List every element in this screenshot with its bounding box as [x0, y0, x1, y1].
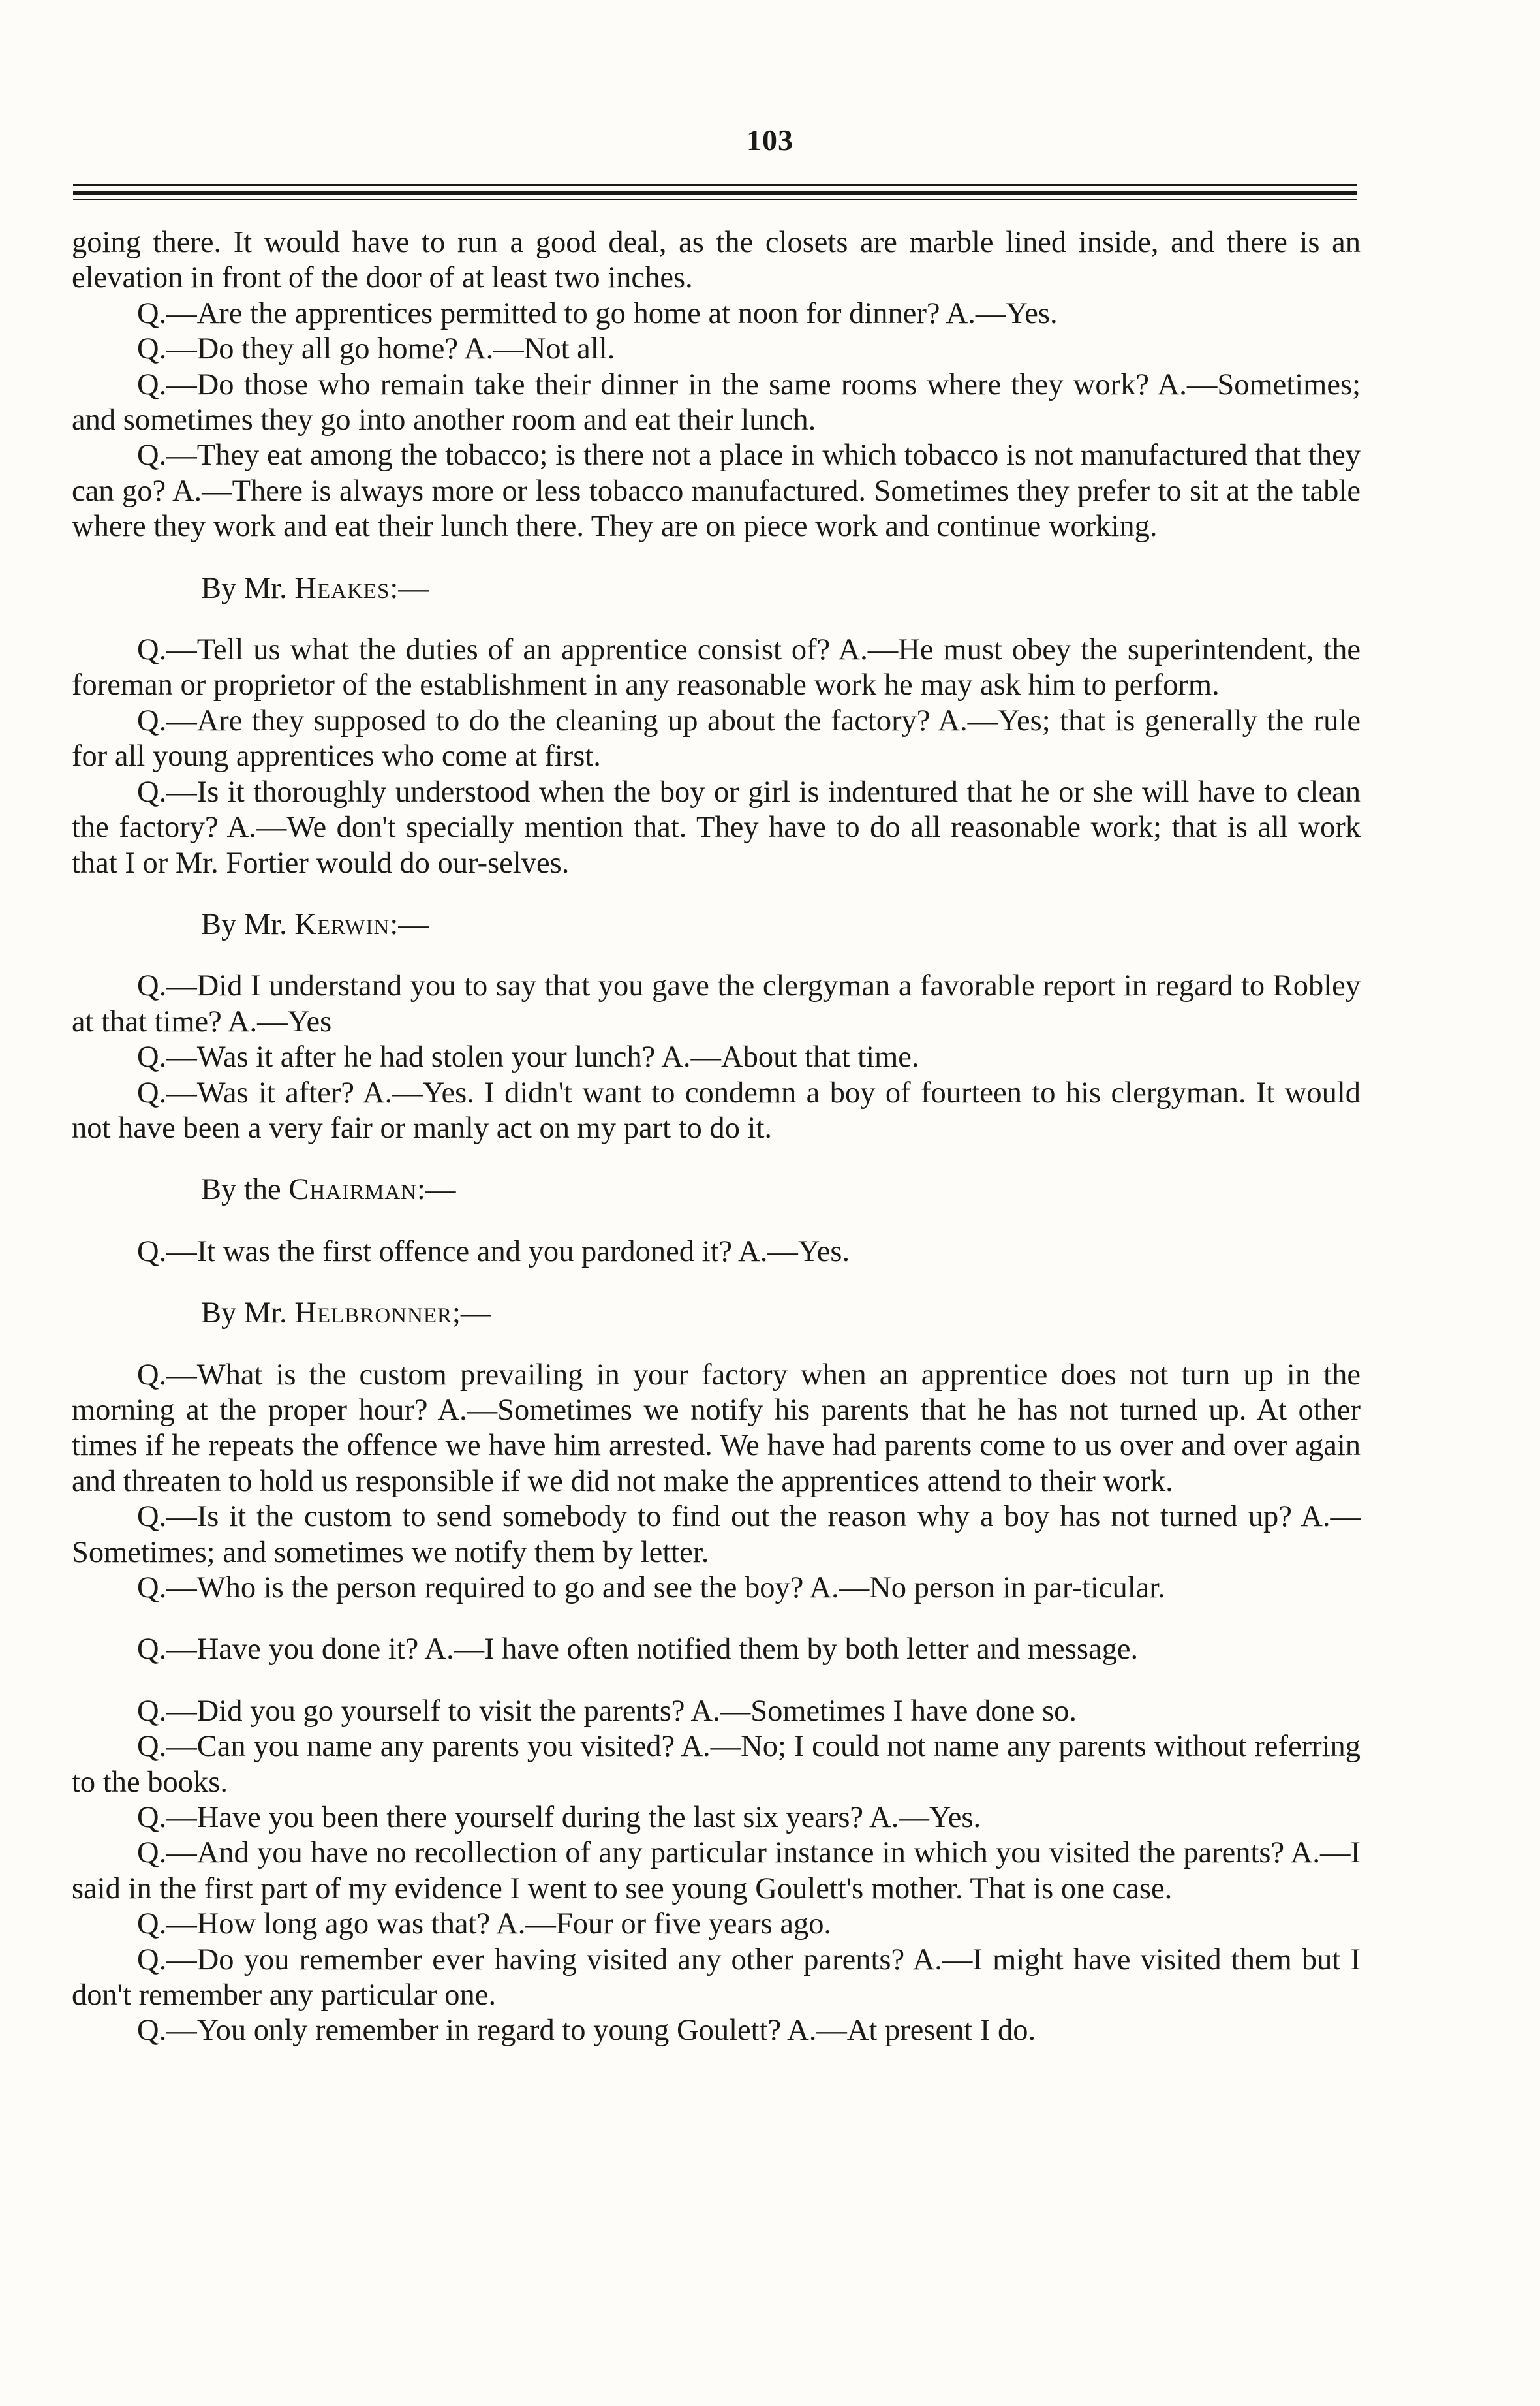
speaker-name: Kerwin	[294, 907, 390, 941]
body-text	[72, 225, 1361, 2049]
paragraph: Q.—Is it the custom to send somebody to find out the reason why a boy has not turned up? A.—Sometimes; and sometimes we notify them by letter.	[72, 1500, 1361, 1569]
header-rule	[73, 191, 1357, 195]
speaker-suffix: :—	[417, 1173, 456, 1207]
paragraph: Q.—Do they all go home? A.—Not all.	[137, 332, 615, 366]
paragraph: Q.—Are they supposed to do the cleaning up about the factory? A.—Yes; that is generally the rule for all young apprentices who come at first.	[72, 704, 1361, 773]
header-rule	[73, 184, 1357, 186]
speaker-heading	[72, 1172, 1361, 1208]
paragraph: Q.—It was the first offence and you pardoned it? A.—Yes.	[137, 1234, 850, 1268]
paragraph: Q.—Was it after? A.—Yes. I didn't want to condemn a boy of fourteen to his clergyman. It would not have been a very fair or manly act on my part to do it.	[72, 1076, 1361, 1145]
paragraph: Q.—Was it after he had stolen your lunch? A.—About that time.	[137, 1040, 919, 1074]
paragraph: Q.—Do you remember ever having visited any other parents? A.—I might have visited them but I don't remember any particular one.	[72, 1943, 1361, 2012]
paragraph: Q.—Did you go yourself to visit the parents? A.—Sometimes I have done so.	[137, 1694, 1077, 1728]
paragraph: Q.—You only remember in regard to young Goulett? A.—At present I do.	[137, 2014, 1036, 2048]
speaker-prefix: By Mr.	[201, 1296, 295, 1330]
header-rule	[73, 199, 1357, 200]
paragraph: Q.—They eat among the tobacco; is there not a place in which tobacco is not manufactured that they can go? A.—There is always more or less tobacco manufactured. Sometimes they prefer to sit at the table where they work and eat their lunch there. They are on piece work and continue working.	[72, 439, 1361, 544]
page-number: 103	[747, 123, 793, 157]
paragraph: Q.—What is the custom prevailing in your factory when an apprentice does not turn up in the morning at the proper hour? A.—Sometimes we notify his parents that he has not turned up. At other times if he repeats the offence we have him arrested. We have had parents come to us over and over again and threaten to hold us responsible if we did not make the apprentices attend to their work.	[72, 1358, 1361, 1498]
paragraph: Q.—Have you been there yourself during the last six years? A.—Yes.	[137, 1801, 981, 1835]
speaker-heading	[72, 907, 1361, 943]
paragraph: Q.—Did I understand you to say that you gave the clergyman a favorable report in regard to Robley at that time? A.—Yes	[72, 969, 1361, 1039]
speaker-name: Heakes	[294, 571, 390, 605]
speaker-suffix: :—	[390, 907, 429, 941]
paragraph: going there. It would have to run a good deal, as the closets are marble lined inside, and there is an elevation in front of the door of at least two inches.	[72, 226, 1361, 295]
speaker-prefix: By the	[201, 1173, 289, 1207]
paragraph: Q.—Can you name any parents you visited? A.—No; I could not name any parents without referring to the books.	[72, 1730, 1361, 1799]
paragraph: Q.—And you have no recollection of any particular instance in which you visited the parents? A.—I said in the first part of my evidence I went to see young Goulett's mother. That is one case.	[72, 1836, 1361, 1905]
paragraph: Q.—Do those who remain take their dinner in the same rooms where they work? A.—Sometimes; and sometimes they go into another room and eat their lunch.	[72, 367, 1361, 437]
speaker-suffix: ;—	[452, 1296, 491, 1330]
speaker-prefix: By Mr.	[201, 907, 295, 941]
paragraph: Q.—Is it thoroughly understood when the boy or girl is indentured that he or she will have to clean the factory? A.—We don't specially mention that. They have to do all reasonable work; that is all work that I or Mr. Fortier would do our-selves.	[72, 775, 1361, 880]
speaker-prefix: By Mr.	[201, 571, 295, 605]
paragraph: Q.—Who is the person required to go and see the boy? A.—No person in par-ticular.	[137, 1571, 1165, 1604]
speaker-name: Helbronner	[294, 1296, 452, 1330]
paragraph: Q.—Are the apprentices permitted to go home at noon for dinner? A.—Yes.	[137, 296, 1058, 330]
speaker-heading	[72, 571, 1361, 606]
paragraph: Q.—How long ago was that? A.—Four or five years ago.	[137, 1907, 832, 1941]
speaker-heading	[72, 1296, 1361, 1331]
paragraph: Q.—Tell us what the duties of an apprentice consist of? A.—He must obey the superintendent, the foreman or proprietor of the establishment in any reasonable work he may ask him to perform.	[72, 633, 1361, 702]
paragraph: Q.—Have you done it? A.—I have often notified them by both letter and message.	[137, 1633, 1139, 1666]
speaker-name: Chairman	[288, 1173, 418, 1207]
speaker-suffix: :—	[390, 571, 429, 605]
